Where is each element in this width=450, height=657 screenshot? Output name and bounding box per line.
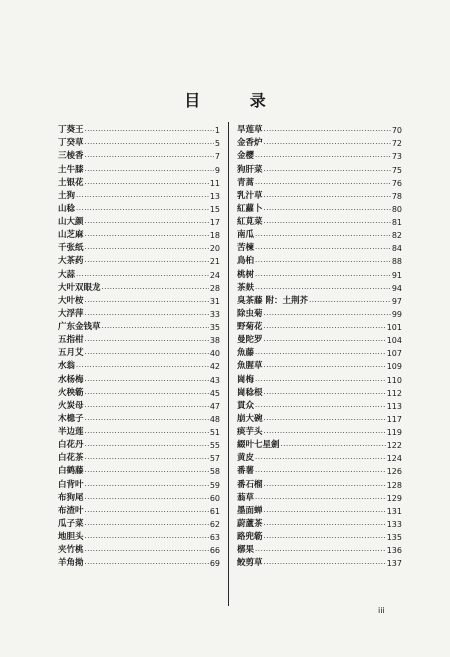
- toc-entry-title: 狗肝菜: [237, 164, 263, 175]
- dot-leader: [85, 231, 209, 242]
- dot-leader: [264, 205, 391, 216]
- toc-entry: [237, 242, 402, 255]
- toc-entry-title: 山芝麻: [58, 230, 84, 241]
- toc-entry-page: 122: [386, 441, 402, 451]
- toc-entry-title: 火炭母: [58, 400, 84, 411]
- toc-entry: [58, 557, 220, 570]
- toc-entry-page: 43: [209, 375, 220, 385]
- toc-entry: [237, 150, 402, 163]
- dot-leader: [76, 192, 209, 203]
- toc-entry-page: 99: [391, 309, 402, 319]
- toc-entry-title: 茶麸: [237, 282, 255, 293]
- toc-entry-title: 火秧簕: [58, 387, 84, 398]
- dot-leader: [85, 481, 209, 492]
- toc-entry: [237, 163, 402, 176]
- toc-entry-title: 山稔: [58, 203, 76, 214]
- toc-entry-page: 60: [209, 493, 220, 503]
- toc-entry: [58, 373, 220, 386]
- dot-leader: [255, 179, 391, 190]
- dot-leader: [255, 257, 391, 268]
- dot-leader: [85, 533, 209, 544]
- dot-leader: [85, 126, 214, 137]
- dot-leader: [264, 428, 386, 439]
- toc-entry: [237, 268, 402, 281]
- toc-entry: [58, 203, 220, 216]
- toc-entry-page: 110: [386, 375, 402, 385]
- toc-entry-title: 白背叶: [58, 479, 84, 490]
- toc-entry: [237, 531, 402, 544]
- toc-entry: [58, 400, 220, 413]
- dot-leader: [255, 402, 386, 413]
- toc-entry-page: 59: [209, 480, 220, 490]
- toc-entry: [58, 544, 220, 557]
- toc-entry-page: 51: [209, 428, 220, 437]
- toc-entry-title: 墨面蝉: [237, 505, 263, 516]
- toc-entry-page: 58: [209, 467, 220, 477]
- toc-entry-page: 72: [391, 139, 402, 149]
- toc-entry-page: 63: [209, 533, 220, 542]
- toc-entry-title: 五指柑: [58, 335, 84, 346]
- dot-leader: [264, 559, 386, 570]
- toc-entry: [58, 190, 220, 203]
- toc-entry: [58, 177, 220, 190]
- toc-entry-page: 137: [386, 559, 402, 569]
- toc-entry-page: 31: [209, 296, 220, 306]
- toc-entry-title: 槨果: [237, 545, 255, 556]
- toc-entry: [58, 452, 220, 465]
- toc-entry: [237, 557, 402, 570]
- dot-leader: [255, 494, 386, 505]
- column-divider: [228, 122, 229, 606]
- toc-entry: [58, 268, 220, 281]
- toc-entry-page: 136: [386, 546, 402, 556]
- toc-entry-title: 青蒿: [237, 177, 255, 188]
- toc-entry-title: 白花丹: [58, 440, 84, 451]
- toc-entry-page: 97: [391, 296, 402, 306]
- toc-entry-page: 80: [391, 204, 402, 214]
- dot-leader: [85, 297, 209, 308]
- toc-entry-title: 鳥桕: [237, 256, 255, 267]
- toc-column-right: [237, 124, 402, 570]
- toc-entry-title: 魚腥草: [237, 361, 263, 372]
- toc-entry-page: 131: [386, 506, 402, 516]
- toc-entry-title: 臭茶藤 附：土荆芥: [237, 295, 308, 306]
- toc-entry-page: 75: [391, 165, 402, 175]
- toc-entry-page: 113: [386, 401, 402, 411]
- toc-entry: [237, 308, 402, 321]
- dot-leader: [264, 139, 391, 150]
- dot-leader: [85, 454, 209, 465]
- dot-leader: [255, 152, 391, 163]
- dot-leader: [85, 428, 209, 439]
- dot-leader: [85, 310, 209, 321]
- dot-leader: [255, 271, 391, 282]
- toc-entry: [237, 229, 402, 242]
- toc-entry-page: 119: [386, 428, 402, 437]
- toc-entry-title: 三棱香: [58, 151, 84, 162]
- toc-entry-page: 9: [214, 165, 220, 175]
- toc-entry: [237, 492, 402, 505]
- toc-entry-title: 崗梅: [237, 374, 255, 385]
- dot-leader: [85, 376, 209, 387]
- toc-entry-page: 61: [209, 506, 220, 516]
- dot-leader: [264, 520, 386, 531]
- toc-entry: [237, 518, 402, 531]
- toc-entry-title: 大浮萍: [58, 308, 84, 319]
- toc-entry: [58, 282, 220, 295]
- toc-entry: [58, 505, 220, 518]
- toc-entry-page: 101: [386, 323, 402, 332]
- toc-entry-page: 33: [209, 309, 220, 319]
- dot-leader: [264, 218, 391, 229]
- toc-entry: [237, 321, 402, 334]
- toc-entry: [237, 452, 402, 465]
- toc-entry: [237, 373, 402, 386]
- toc-entry: [58, 478, 220, 491]
- toc-entry-title: 木槵子: [58, 413, 84, 424]
- dot-leader: [264, 362, 386, 373]
- dot-leader: [281, 441, 386, 452]
- toc-entry: [237, 282, 402, 295]
- page-title: 目 录: [184, 91, 288, 110]
- toc-entry: [237, 347, 402, 360]
- dot-leader: [102, 323, 209, 334]
- toc-entry-page: 11: [209, 178, 220, 188]
- dot-leader: [85, 389, 209, 400]
- dot-leader: [264, 481, 386, 492]
- toc-entry-title: 夹竹桃: [58, 545, 84, 556]
- toc-entry-title: 大茶药: [58, 256, 84, 267]
- dot-leader: [264, 310, 391, 321]
- toc-entry-page: 82: [391, 231, 402, 241]
- toc-entry: [58, 426, 220, 439]
- toc-entry-page: 104: [386, 336, 402, 346]
- toc-entry-title: 崩大碗: [237, 413, 263, 424]
- toc-entry: [58, 295, 220, 308]
- toc-entry: [237, 124, 402, 137]
- toc-entry-page: 109: [386, 362, 402, 372]
- toc-entry-title: 路兜簕: [237, 532, 263, 542]
- toc-entry-page: 7: [214, 152, 220, 162]
- toc-entry-title: 桃树: [237, 269, 255, 280]
- toc-entry-page: 69: [209, 559, 220, 569]
- toc-entry-title: 大蒜: [58, 269, 76, 280]
- dot-leader: [85, 139, 214, 150]
- toc-entry: [58, 413, 220, 426]
- toc-entry-title: 鲛剪草: [237, 558, 263, 569]
- toc-entry-title: 地胆头: [58, 532, 84, 542]
- dot-leader: [85, 441, 209, 452]
- dot-leader: [85, 336, 209, 347]
- toc-entry-title: 曼陀罗: [237, 335, 263, 346]
- toc-entry-page: 126: [386, 467, 402, 477]
- dot-leader: [309, 297, 391, 308]
- toc-entry: [58, 163, 220, 176]
- toc-entry: [237, 400, 402, 413]
- toc-entry: [58, 150, 220, 163]
- toc-entry-title: 除虫菊: [237, 308, 263, 319]
- toc-entry: [237, 295, 402, 308]
- dot-leader: [85, 349, 209, 360]
- toc-entry-title: 瓜子菜: [58, 518, 84, 529]
- toc-entry: [58, 242, 220, 255]
- toc-entry-title: 旱莲草: [237, 125, 263, 136]
- toc-entry: [58, 334, 220, 347]
- toc-entry-title: 土狗: [58, 190, 76, 201]
- toc-entry-title: 崗稔根: [237, 387, 263, 398]
- dot-leader: [264, 323, 386, 334]
- toc-entry-page: 28: [209, 283, 220, 293]
- toc-entry-title: 紅莧菜: [237, 217, 263, 227]
- toc-column-left: [58, 124, 220, 570]
- toc-entry: [58, 308, 220, 321]
- toc-entry-title: 黄皮: [237, 453, 255, 464]
- dot-leader: [255, 231, 391, 242]
- toc-entry: [237, 426, 402, 439]
- toc-entry: [58, 439, 220, 452]
- dot-leader: [85, 218, 209, 229]
- toc-entry-page: 35: [209, 323, 220, 332]
- toc-entry-page: 70: [391, 126, 402, 136]
- toc-entry-page: 73: [391, 152, 402, 162]
- toc-entry-title: 綴叶七星劍: [237, 440, 280, 451]
- toc-entry-title: 土牛膝: [58, 164, 84, 175]
- dot-leader: [264, 389, 386, 400]
- toc-entry-title: 布渣叶: [58, 505, 84, 516]
- dot-leader: [264, 336, 386, 347]
- toc-entry-title: 丁葵王: [58, 125, 84, 136]
- dot-leader: [85, 467, 209, 478]
- toc-entry: [58, 137, 220, 150]
- toc-entry-page: 128: [386, 480, 402, 490]
- toc-entry-title: 金樱: [237, 151, 255, 162]
- toc-entry-title: 土银花: [58, 177, 84, 188]
- toc-entry-page: 17: [209, 218, 220, 227]
- toc-entry-title: 番薯: [237, 466, 255, 477]
- toc-entry-page: 24: [209, 270, 220, 280]
- toc-entry: [237, 360, 402, 373]
- dot-leader: [264, 166, 391, 177]
- dot-leader: [255, 467, 386, 478]
- toc-entry: [58, 216, 220, 229]
- toc-entry: [58, 531, 220, 544]
- dot-leader: [264, 533, 386, 544]
- dot-leader: [85, 179, 209, 190]
- dot-leader: [85, 507, 209, 518]
- toc-entry: [58, 347, 220, 360]
- toc-entry: [237, 439, 402, 452]
- toc-entry-page: 47: [209, 401, 220, 411]
- page-number: iii: [378, 606, 385, 615]
- toc-entry: [58, 492, 220, 505]
- toc-entry-title: 羊角拗: [58, 558, 84, 569]
- toc-entry-title: 白鹤藤: [58, 466, 84, 477]
- toc-entry-page: 133: [386, 519, 402, 529]
- dot-leader: [76, 362, 209, 373]
- toc-entry: [237, 203, 402, 216]
- toc-entry: [58, 124, 220, 137]
- toc-entry: [237, 216, 402, 229]
- toc-entry-title: 广东金钱草: [58, 322, 101, 332]
- dot-leader: [85, 520, 209, 531]
- toc-entry-title: 水杨梅: [58, 374, 84, 385]
- dot-leader: [85, 257, 209, 268]
- toc-entry-page: 5: [214, 139, 220, 149]
- toc-entry-page: 94: [391, 283, 402, 293]
- toc-entry-page: 81: [391, 218, 402, 227]
- toc-entry-title: 白花茶: [58, 453, 84, 464]
- dot-leader: [264, 192, 391, 203]
- toc-entry-page: 91: [391, 270, 402, 280]
- toc-entry-title: 千张纸: [58, 243, 84, 254]
- toc-entry: [237, 505, 402, 518]
- toc-entry: [237, 255, 402, 268]
- toc-entry: [237, 334, 402, 347]
- toc-entry: [58, 465, 220, 478]
- toc-entry: [58, 255, 220, 268]
- toc-entry-title: 蓊草: [237, 492, 255, 503]
- toc-entry-page: 66: [209, 546, 220, 556]
- toc-entry: [237, 190, 402, 203]
- dot-leader: [255, 349, 386, 360]
- toc-entry-page: 135: [386, 533, 402, 542]
- toc-entry-page: 42: [209, 362, 220, 372]
- toc-entry-page: 45: [209, 388, 220, 398]
- toc-entry-title: 南瓜: [237, 230, 255, 241]
- dot-leader: [85, 546, 209, 557]
- toc-entry: [237, 478, 402, 491]
- toc-entry: [237, 544, 402, 557]
- toc-entry-title: 番石榴: [237, 479, 263, 490]
- dot-leader: [264, 126, 391, 137]
- toc-entry-title: 山大颜: [58, 217, 84, 227]
- dot-leader: [85, 166, 214, 177]
- toc-entry: [58, 518, 220, 531]
- toc-entry-page: 40: [209, 349, 220, 359]
- toc-entry-page: 88: [391, 257, 402, 267]
- dot-leader: [76, 271, 209, 282]
- toc-entry-title: 貫众: [237, 400, 255, 411]
- toc-entry-title: 大叶桉: [58, 295, 84, 306]
- toc-entry: [58, 360, 220, 373]
- dot-leader: [264, 507, 386, 518]
- toc-entry-title: 蔚蘆茶: [237, 518, 263, 529]
- dot-leader: [85, 494, 209, 505]
- dot-leader: [85, 402, 209, 413]
- toc-entry-title: 野菊花: [237, 322, 263, 332]
- toc-entry-page: 20: [209, 244, 220, 254]
- dot-leader: [76, 205, 209, 216]
- toc-entry-title: 魚藤: [237, 348, 255, 359]
- dot-leader: [85, 244, 209, 255]
- toc-entry-page: 112: [386, 388, 402, 398]
- toc-entry: [58, 387, 220, 400]
- dot-leader: [85, 152, 214, 163]
- toc-entry-page: 107: [386, 349, 402, 359]
- toc-entry-page: 57: [209, 454, 220, 464]
- dot-leader: [255, 454, 386, 465]
- toc-entry-page: 62: [209, 519, 220, 529]
- toc-entry-title: 苦楝: [237, 243, 255, 254]
- toc-entry-title: 乳汁草: [237, 190, 263, 201]
- dot-leader: [255, 546, 386, 557]
- toc-entry: [237, 177, 402, 190]
- toc-entry-page: 48: [209, 414, 220, 424]
- dot-leader: [255, 284, 391, 295]
- toc-entry: [237, 413, 402, 426]
- toc-entry: [237, 465, 402, 478]
- toc-entry: [237, 387, 402, 400]
- toc-entry: [58, 321, 220, 334]
- dot-leader: [85, 559, 209, 570]
- toc-entry-title: 五月艾: [58, 348, 84, 359]
- toc-entry: [237, 137, 402, 150]
- toc-entry-page: 18: [209, 231, 220, 241]
- dot-leader: [102, 284, 209, 295]
- dot-leader: [85, 415, 209, 426]
- toc-entry-page: 13: [209, 191, 220, 201]
- toc-entry-page: 117: [386, 414, 402, 424]
- toc-entry-page: 129: [386, 493, 402, 503]
- toc-entry-page: 124: [386, 454, 402, 464]
- dot-leader: [264, 415, 386, 426]
- toc-entry-page: 76: [391, 178, 402, 188]
- toc-entry-page: 21: [209, 257, 220, 267]
- toc-entry: [58, 229, 220, 242]
- toc-entry-page: 78: [391, 191, 402, 201]
- dot-leader: [255, 376, 386, 387]
- toc-entry-title: 大叶双眼龙: [58, 282, 101, 293]
- toc-entry-page: 1: [214, 126, 220, 136]
- toc-entry-title: 水翁: [58, 361, 76, 372]
- toc-entry-page: 55: [209, 441, 220, 451]
- dot-leader: [255, 244, 391, 255]
- toc-entry-title: 紅蘿卜: [237, 203, 263, 214]
- toc-entry-title: 布狗尾: [58, 492, 84, 503]
- toc-entry-title: 半边莲: [58, 427, 84, 437]
- toc-entry-page: 15: [209, 204, 220, 214]
- toc-entry-page: 38: [209, 336, 220, 346]
- toc-entry-title: 痰芋头: [237, 427, 263, 437]
- toc-entry-title: 金香炉: [237, 138, 263, 149]
- toc-entry-page: 84: [391, 244, 402, 254]
- toc-entry-title: 丁癸草: [58, 138, 84, 149]
